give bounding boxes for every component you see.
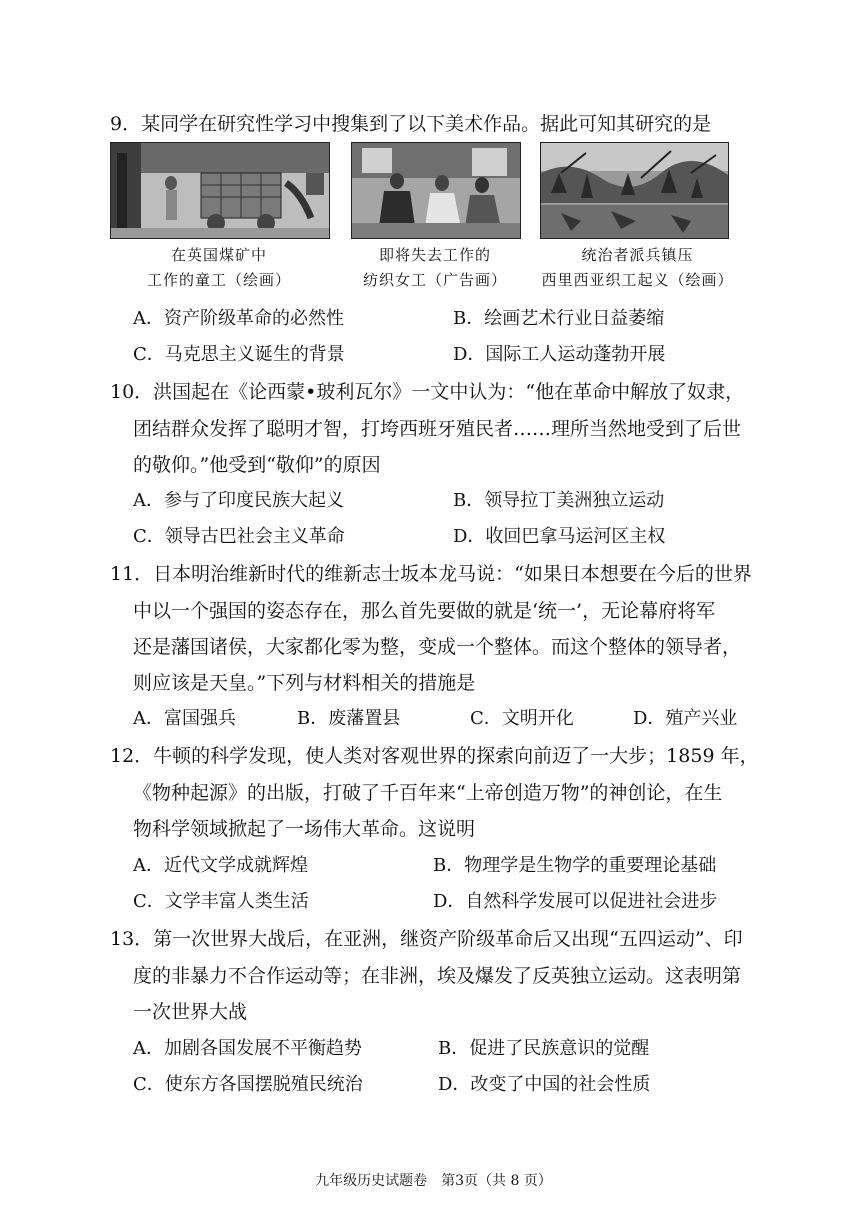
q13-option-d[interactable]: D．改变了中国的社会性质 [438,1074,651,1095]
q12-line-3: 物科学领域掀起了一场伟大革命。这说明 [133,818,476,840]
q11-option-a[interactable]: A．富国强兵 [133,708,236,729]
q11-option-b[interactable]: B．废藩置县 [297,708,401,729]
caption-2-line-1: 即将失去工作的 [378,246,491,264]
mine-scene-icon [111,143,329,238]
q11-option-d[interactable]: D．殖产兴业 [633,708,738,729]
child-labor-mine-picture [110,142,330,239]
q12-option-c[interactable]: C．文学丰富人类生活 [133,891,309,912]
uprising-battle-icon [541,143,728,238]
q11-line-1: 11．日本明治维新时代的维新志士坂本龙马说：“如果日本想要在今后的世界 [110,563,752,585]
q11-option-c[interactable]: C．文明开化 [470,708,574,729]
caption-3-line-2: 西里西亚织工起义（绘画） [541,271,734,289]
caption-3-line-1: 统治者派兵镇压 [581,246,694,264]
q13-line-2: 度的非暴力不合作运动等；在非洲，埃及爆发了反英独立运动。这表明第 [133,965,742,987]
q10-option-a[interactable]: A．参与了印度民族大起义 [133,490,344,511]
q12-option-b[interactable]: B．物理学是生物学的重要理论基础 [433,855,717,876]
q13-line-3: 一次世界大战 [133,1001,248,1023]
page-footer: 九年级历史试题卷 第3页（共 8 页） [315,1173,552,1189]
q13-line-1: 13．第一次世界大战后，在亚洲，继资产阶级革命后又出现“五四运动”、印 [110,928,743,950]
q13-option-b[interactable]: B．促进了民族意识的觉醒 [438,1038,650,1059]
textile-workers-icon [352,143,520,238]
q11-line-3: 还是藩国诸侯，大家都化零为整，变成一个整体。而这个整体的领导者， [133,636,742,658]
q9-option-d[interactable]: D．国际工人运动蓬勃开展 [453,344,666,365]
q10-line-2: 团结群众发挥了聪明才智，打垮西班牙殖民者……理所当然地受到了后世 [133,418,742,440]
q13-option-c[interactable]: C．使东方各国摆脱殖民统治 [133,1074,363,1095]
caption-1-line-2: 工作的童工（绘画） [146,271,291,289]
q12-option-a[interactable]: A．近代文学成就辉煌 [133,855,308,876]
q9-option-a[interactable]: A．资产阶级革命的必然性 [133,308,344,329]
silesian-uprising-picture [540,142,729,239]
caption-2-line-2: 纺织女工（广告画） [362,271,507,289]
q12-line-1: 12．牛顿的科学发现，使人类对客观世界的探索向前迈了一大步；1859 年， [110,745,759,767]
q11-line-2: 中以一个强国的姿态存在，那么首先要做的就是‘统一’，无论幕府将军 [133,600,716,622]
q9-option-b[interactable]: B．绘画艺术行业日益萎缩 [453,308,665,329]
q9-option-c[interactable]: C．马克思主义诞生的背景 [133,344,345,365]
q10-option-b[interactable]: B．领导拉丁美洲独立运动 [453,490,665,511]
q9-stem: 9．某同学在研究性学习中搜集到了以下美术作品。据此可知其研究的是 [110,113,712,135]
q12-option-d[interactable]: D．自然科学发展可以促进社会进步 [433,891,718,912]
caption-1-line-1: 在英国煤矿中 [170,246,267,264]
textile-worker-picture [351,142,521,239]
q11-line-4: 则应该是天皇。”下列与材料相关的措施是 [133,672,476,694]
q10-option-d[interactable]: D．收回巴拿马运河区主权 [453,526,666,547]
q13-option-a[interactable]: A．加剧各国发展不平衡趋势 [133,1038,362,1059]
q12-line-2: 《物种起源》的出版，打破了千百年来“上帝创造万物”的神创论，在生 [133,782,723,804]
q10-option-c[interactable]: C．领导古巴社会主义革命 [133,526,345,547]
q10-line-1: 10．洪国起在《论西蒙•玻利瓦尔》一文中认为：“他在革命中解放了奴隶， [110,381,745,403]
q10-line-3: 的敬仰。”他受到“敬仰”的原因 [133,454,381,476]
